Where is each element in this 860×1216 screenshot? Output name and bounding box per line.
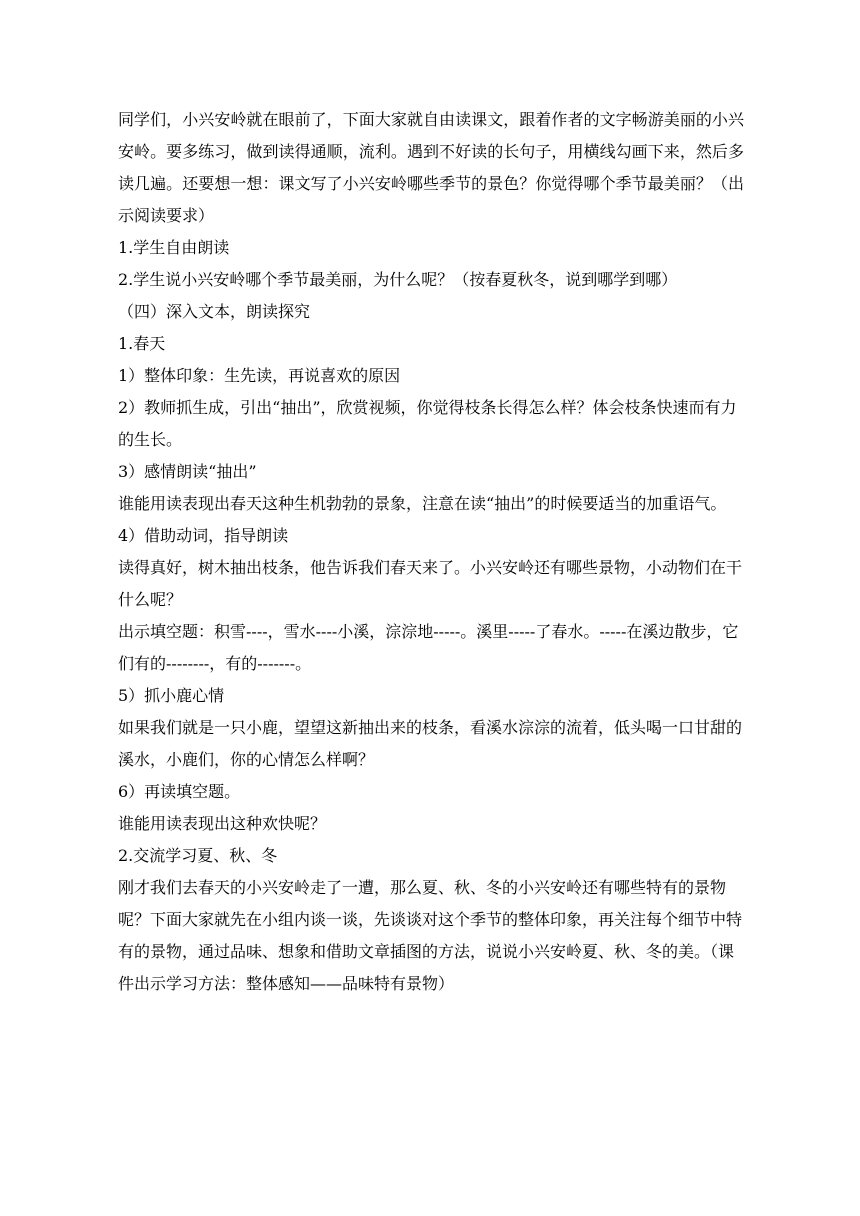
paragraph-step-1: 1.学生自由朗读: [118, 238, 230, 257]
paragraph-spring-1: 1）整体印象：生先读，再说喜欢的原因: [118, 366, 401, 385]
paragraph-group-discussion: 刚才我们去春天的小兴安岭走了一遭，那么夏、秋、冬的小兴安岭还有哪些特有的景物呢？下面大家就先在小组内谈一谈，先谈谈对这个季节的整体印象，再关注每个细节中特有的景物，通过品味、想象和借助文章插图的方法，说说小兴安岭夏、秋、冬的美。（课件出示学习方法：整体感知——品味特有景物）: [118, 878, 743, 993]
subheading-summer-autumn-winter: 2.交流学习夏、秋、冬: [118, 846, 278, 865]
paragraph-spring-5: 5）抓小鹿心情: [118, 686, 225, 705]
paragraph-spring-3-detail: 谁能用读表现出春天这种生机勃勃的景象，注意在读“抽出”的时候要适当的加重语气。: [118, 494, 727, 513]
paragraph-intro: 同学们，小兴安岭就在眼前了，下面大家就自由读课文，跟着作者的文字畅游美丽的小兴安岭。要多练习，做到读得通顺，流利。遇到不好读的长句子，用横线勾画下来，然后多读几遍。还要想一想：课文写了小兴安岭哪些季节的景色？你觉得哪个季节最美丽？（出示阅读要求）: [118, 110, 744, 225]
document-body: [118, 104, 744, 1000]
fill-in-blank-exercise: 出示填空题：积雪----，雪水----小溪，淙淙地-----。溪里-----了春水。-----在溪边散步，它们有的--------，有的-------。: [118, 622, 739, 673]
paragraph-spring-2: 2）教师抓生成，引出“抽出”，欣赏视频，你觉得枝条长得怎么样？体会枝条快速而有力的生长。: [118, 398, 737, 449]
paragraph-spring-5-detail: 如果我们就是一只小鹿，望望这新抽出来的枝条，看溪水淙淙的流着，低头喝一口甘甜的溪水，小鹿们，你的心情怎么样啊？: [118, 718, 743, 769]
paragraph-spring-4: 4）借助动词，指导朗读: [118, 526, 289, 545]
paragraph-step-2: 2.学生说小兴安岭哪个季节最美丽，为什么呢？（按春夏秋冬，说到哪学到哪）: [118, 270, 678, 289]
subheading-spring: 1.春天: [118, 334, 166, 353]
paragraph-spring-3: 3）感情朗读“抽出”: [118, 462, 257, 481]
paragraph-spring-6: 6）再读填空题。: [118, 782, 241, 801]
section-heading-4: （四）深入文本，朗读探究: [118, 302, 311, 321]
paragraph-spring-4-detail: 读得真好，树木抽出枝条，他告诉我们春天来了。小兴安岭还有哪些景物，小动物们在干什么呢？: [118, 558, 743, 609]
paragraph-spring-6-detail: 谁能用读表现出这种欢快呢？: [118, 814, 327, 833]
